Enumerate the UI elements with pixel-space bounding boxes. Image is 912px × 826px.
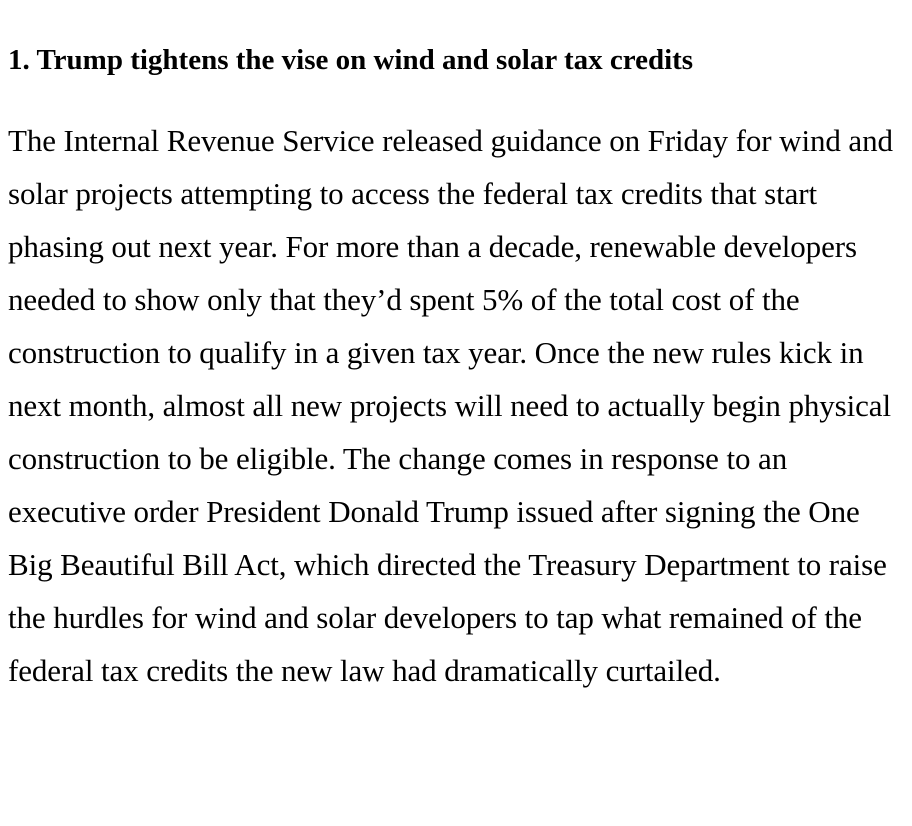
article-paragraph: The Internal Revenue Service released guidance on Friday for wind and solar projects attempting to access the federal tax credits that start phasing out next year. For more than a decade, renewable developers needed to show only that they’d spent 5% of the total cost of the construction to qualify in a given tax year. Once the new rules kick in next month, almost all new projects will need to actually begin physical construction to be eligible. The change comes in response to an executive order President Donald Trump issued after signing the One Big Beautiful Bill Act, which directed the Treasury Department to raise the hurdles for wind and solar developers to tap what remained of the federal tax credits the new law had dramatically curtailed. <box>8 123 893 688</box>
article-headline: 1. Trump tightens the vise on wind and solar tax credits <box>8 44 694 76</box>
article-section <box>8 40 900 697</box>
